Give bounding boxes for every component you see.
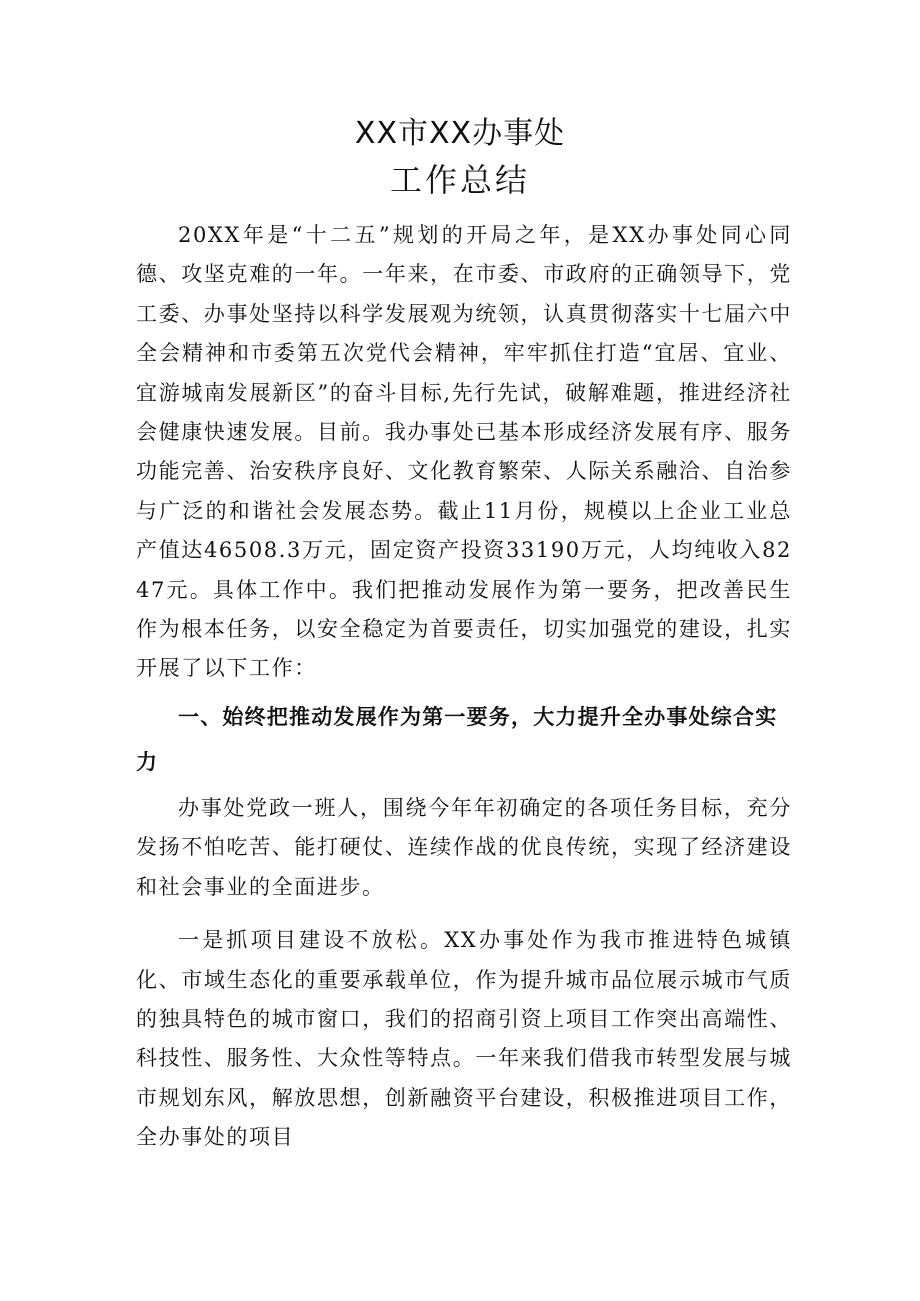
document-title-line2: 工作总结 [389,161,530,199]
document-body [136,216,792,1158]
intro-paragraph: 20XX年是“十二五”规划的开局之年，是XX办事处同心同德、攻坚克难的一年。一年来，在市委、市政府的正确领导下，党工委、办事处坚持以科学发展观为统领，认真贯彻落实十七届六中全会精神和市委第五次党代会精神，牢牢抓住打造“宜居、宜业、宜游城南发展新区”的奋斗目标,先行先试，破解难题，推进经济社会健康快速发展。目前。我办事处已基本形成经济发展有序、服务功能完善、治安秩序良好、文化教育繁荣、人际关系融洽、自治参与广泛的和谐社会发展态势。截止11月份，规模以上企业工业总产值达46508.3万元，固定资产投资33190万元，人均纯收入8247元。具体工作中。我们把推动发展作为第一要务，把改善民生作为根本任务，以安全稳定为首要责任，切实加强党的建设，扎实开展了以下工作： [136,223,792,681]
paragraph-spacer [136,907,792,921]
section1-heading: 一、始终把推动发展作为第一要务，大力提升全办事处综合实力 [136,704,778,774]
section1-body-paragraph: 办事处党政一班人，围绕今年年初确定的各项任务目标，充分发扬不怕吃苦、能打硬仗、连续作战的优良传统，实现了经济建设和社会事业的全面进步。 [136,795,792,899]
section1-point1-paragraph: 一是抓项目建设不放松。XX办事处作为我市推进特色城镇化、市域生态化的重要承载单位，作为提升城市品位展示城市气质的独具特色的城市窗口，我们的招商引资上项目工作突出高端性、科技性、服务性、大众性等特点。一年来我们借我市转型发展与城市规划东风，解放思想，创新融资平台建设，积极推进项目工作，全办事处的项目 [136,928,792,1150]
document-title-line1: XX市XX办事处 [354,116,566,151]
